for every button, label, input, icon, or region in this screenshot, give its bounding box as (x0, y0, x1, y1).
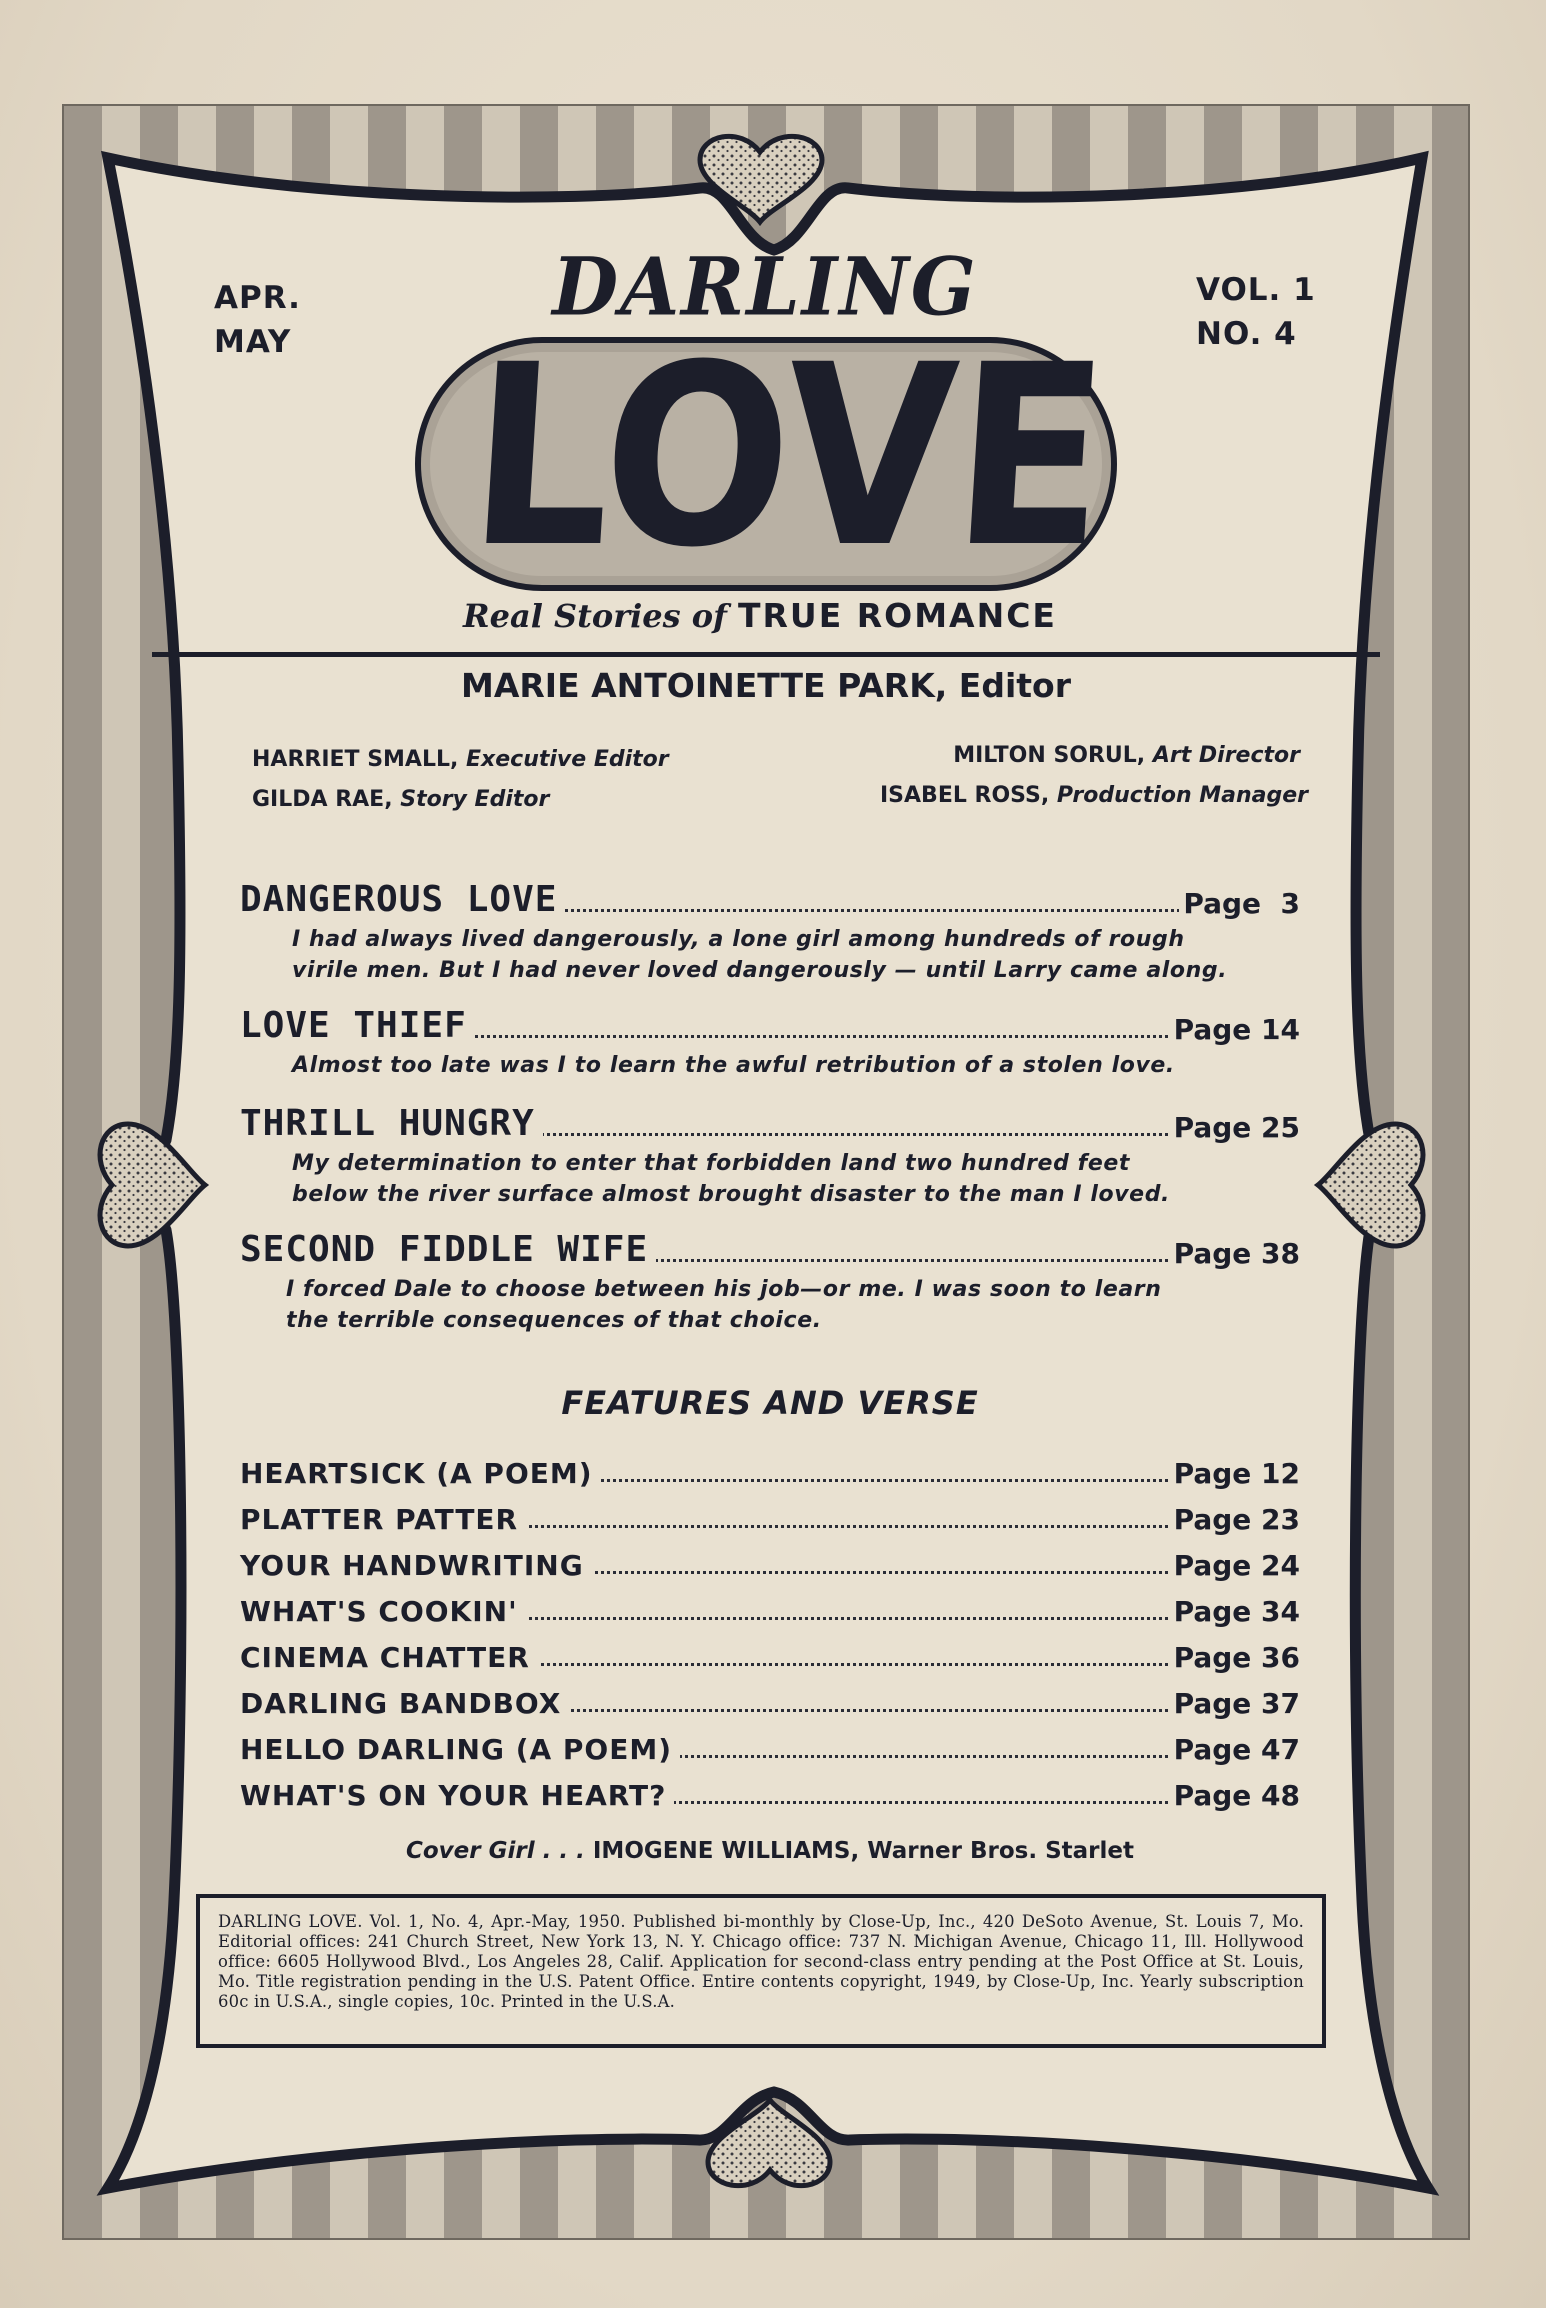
feature-title: DARLING BANDBOX (240, 1687, 569, 1720)
feature-page: Page 48 (1170, 1779, 1300, 1812)
story-title: SECOND FIDDLE WIFE (240, 1229, 656, 1270)
story-entry[interactable] (240, 1230, 1300, 1270)
feature-page: Page 47 (1170, 1733, 1300, 1766)
staff-art-director (880, 736, 1300, 776)
staff-name: ISABEL ROSS, (880, 783, 1050, 808)
staff-executive-editor (252, 740, 669, 780)
feature-page: Page 37 (1170, 1687, 1300, 1720)
imprint-box (196, 1894, 1326, 2048)
feature-entry[interactable] (240, 1726, 1300, 1766)
feature-page: Page 24 (1170, 1549, 1300, 1582)
feature-title: HEARTSICK (A POEM) (240, 1457, 601, 1490)
editor-line: MARIE ANTOINETTE PARK, Editor (461, 666, 1071, 705)
story-entry[interactable] (240, 1006, 1300, 1046)
feature-title: WHAT'S COOKIN' (240, 1595, 526, 1628)
story-blurb (292, 924, 1227, 986)
story-blurb (286, 1274, 1162, 1336)
masthead-tagline (400, 596, 1120, 635)
feature-entry[interactable] (240, 1542, 1300, 1582)
feature-title: WHAT'S ON YOUR HEART? (240, 1779, 674, 1812)
issue-number: NO. 4 (1196, 316, 1297, 352)
feature-page: Page 34 (1170, 1595, 1300, 1628)
staff-story-editor (252, 780, 669, 820)
blurb-line: My determination to enter that forbidden land two hundred feet (292, 1151, 1131, 1176)
tagline-italic: Real Stories of (463, 597, 727, 635)
tagline-bold: TRUE ROMANCE (738, 596, 1057, 635)
feature-page: Page 36 (1170, 1641, 1300, 1674)
feature-entry[interactable] (240, 1496, 1300, 1536)
issue-month-apr: APR. (214, 280, 301, 316)
feature-title: PLATTER PATTER (240, 1503, 526, 1536)
story-entry[interactable] (240, 1104, 1300, 1144)
blurb-line: I had always lived dangerously, a lone girl among hundreds of rough (292, 927, 1185, 952)
volume-number: VOL. 1 (1196, 272, 1316, 308)
staff-role: Story Editor (400, 787, 550, 812)
staff-right (880, 736, 1309, 816)
blurb-line: virile men. But I had never loved dangerously — until Larry came along. (292, 958, 1228, 983)
issue-date (214, 276, 301, 364)
staff-name: HARRIET SMALL, (252, 747, 459, 772)
story-page: Page 25 (1170, 1111, 1300, 1144)
staff-left (252, 740, 669, 820)
staff-role: Executive Editor (466, 747, 669, 772)
blurb-line: Almost too late was I to learn the awful retribution of a stolen love. (292, 1053, 1175, 1078)
story-title: THRILL HUNGRY (240, 1103, 543, 1144)
feature-entry[interactable] (240, 1588, 1300, 1628)
feature-entry[interactable] (240, 1772, 1300, 1812)
staff-role: Production Manager (1056, 783, 1309, 808)
feature-title: YOUR HANDWRITING (240, 1549, 592, 1582)
blurb-line: below the river surface almost brought disaster to the man I loved. (292, 1182, 1171, 1207)
staff-name: MILTON SORUL, (953, 743, 1146, 768)
story-page: Page 14 (1170, 1013, 1300, 1046)
imprint-text: DARLING LOVE. Vol. 1, No. 4, Apr.-May, 1950. Published bi-monthly by Close-Up, Inc., 420 DeSoto Avenue, St. Louis 7, Mo. Editorial offices: 241 Church Street, New York 13, N. Y. Chicago office: 737 N. Michigan Avenue, Chicago 11, Ill. Hollywood office: 6605 Hollywood Blvd., Los Angeles 28, Calif. Application for second-class entry pending at the Post Office at St. Louis, Mo. Title registration pending in the U.S. Patent Office. Entire contents copyright, 1949, by Close-Up, Inc. Yearly subscription 60c in U.S.A., single copies, 10c. Printed in the U.S.A. (218, 1912, 1304, 2011)
feature-title: HELLO DARLING (A POEM) (240, 1733, 680, 1766)
masthead-darling: DARLING (552, 239, 978, 334)
staff-production-manager (880, 776, 1309, 816)
feature-title: CINEMA CHATTER (240, 1641, 538, 1674)
issue-volume (1196, 268, 1316, 356)
blurb-line: the terrible consequences of that choice. (286, 1308, 822, 1333)
staff-name: GILDA RAE, (252, 787, 393, 812)
feature-page: Page 23 (1170, 1503, 1300, 1536)
story-page: Page 3 (1179, 887, 1300, 920)
story-blurb (292, 1148, 1170, 1210)
masthead-rule (152, 652, 1380, 657)
story-page: Page 38 (1170, 1237, 1300, 1270)
feature-entry[interactable] (240, 1450, 1300, 1490)
story-title: DANGEROUS LOVE (240, 879, 565, 920)
feature-page: Page 12 (1170, 1457, 1300, 1490)
story-blurb (292, 1050, 1175, 1081)
story-entry[interactable] (240, 880, 1300, 920)
features-heading: FEATURES AND VERSE (561, 1384, 979, 1422)
feature-entry[interactable] (240, 1680, 1300, 1720)
story-title: LOVE THIEF (240, 1005, 475, 1046)
masthead-love: LOVE (462, 311, 1115, 602)
feature-entry[interactable] (240, 1634, 1300, 1674)
issue-month-may: MAY (214, 324, 292, 360)
blurb-line: I forced Dale to choose between his job—or me. I was soon to learn (286, 1277, 1162, 1302)
staff-role: Art Director (1152, 743, 1300, 768)
cover-girl-label: Cover Girl . . . (406, 1838, 585, 1864)
cover-girl-text: IMOGENE WILLIAMS, Warner Bros. Starlet (592, 1838, 1134, 1864)
cover-girl-credit (240, 1838, 1300, 1864)
